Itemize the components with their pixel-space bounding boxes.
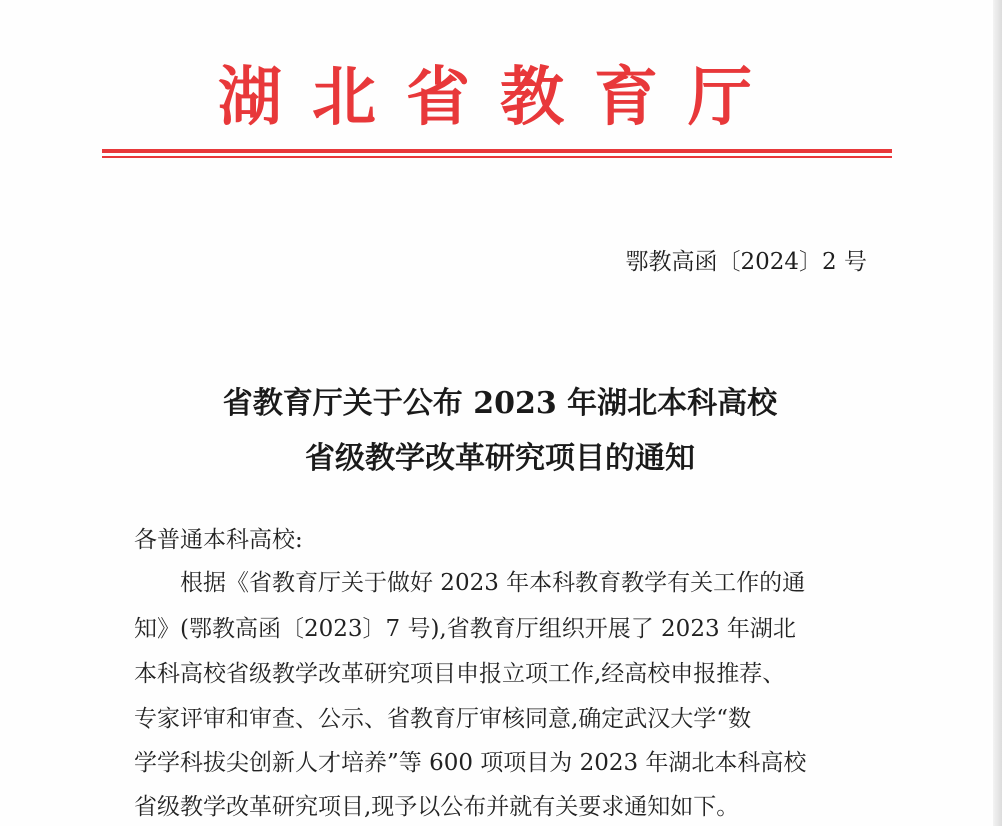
body-line: 学学科拔尖创新人才培养”等 600 项项目为 2023 年湖北本科高校	[134, 750, 807, 776]
body-line: 专家评审和审查、公示、省教育厅审核同意,确定武汉大学“数	[134, 706, 752, 732]
document-title-line-2: 省级教学改革研究项目的通知	[305, 441, 695, 476]
page-edge-shadow	[993, 0, 1002, 826]
body-line: 知》(鄂教高函〔2023〕7 号),省教育厅组织开展了 2023 年湖北	[134, 616, 796, 642]
document-title-line-1: 省教育厅关于公布 2023 年湖北本科高校	[222, 386, 778, 421]
header-rule-thick	[102, 149, 892, 153]
body-line: 根据《省教育厅关于做好 2023 年本科教育教学有关工作的通	[180, 570, 806, 596]
header-rule-thin	[102, 156, 892, 158]
agency-header: 湖北省教育厅	[218, 60, 782, 135]
salutation: 各普通本科高校:	[134, 527, 303, 553]
body-line: 本科高校省级教学改革研究项目申报立项工作,经高校申报推荐、	[134, 661, 786, 687]
body-line: 省级教学改革研究项目,现予以公布并就有关要求通知如下。	[134, 794, 740, 820]
document-number: 鄂教高函〔2024〕2 号	[625, 249, 867, 275]
